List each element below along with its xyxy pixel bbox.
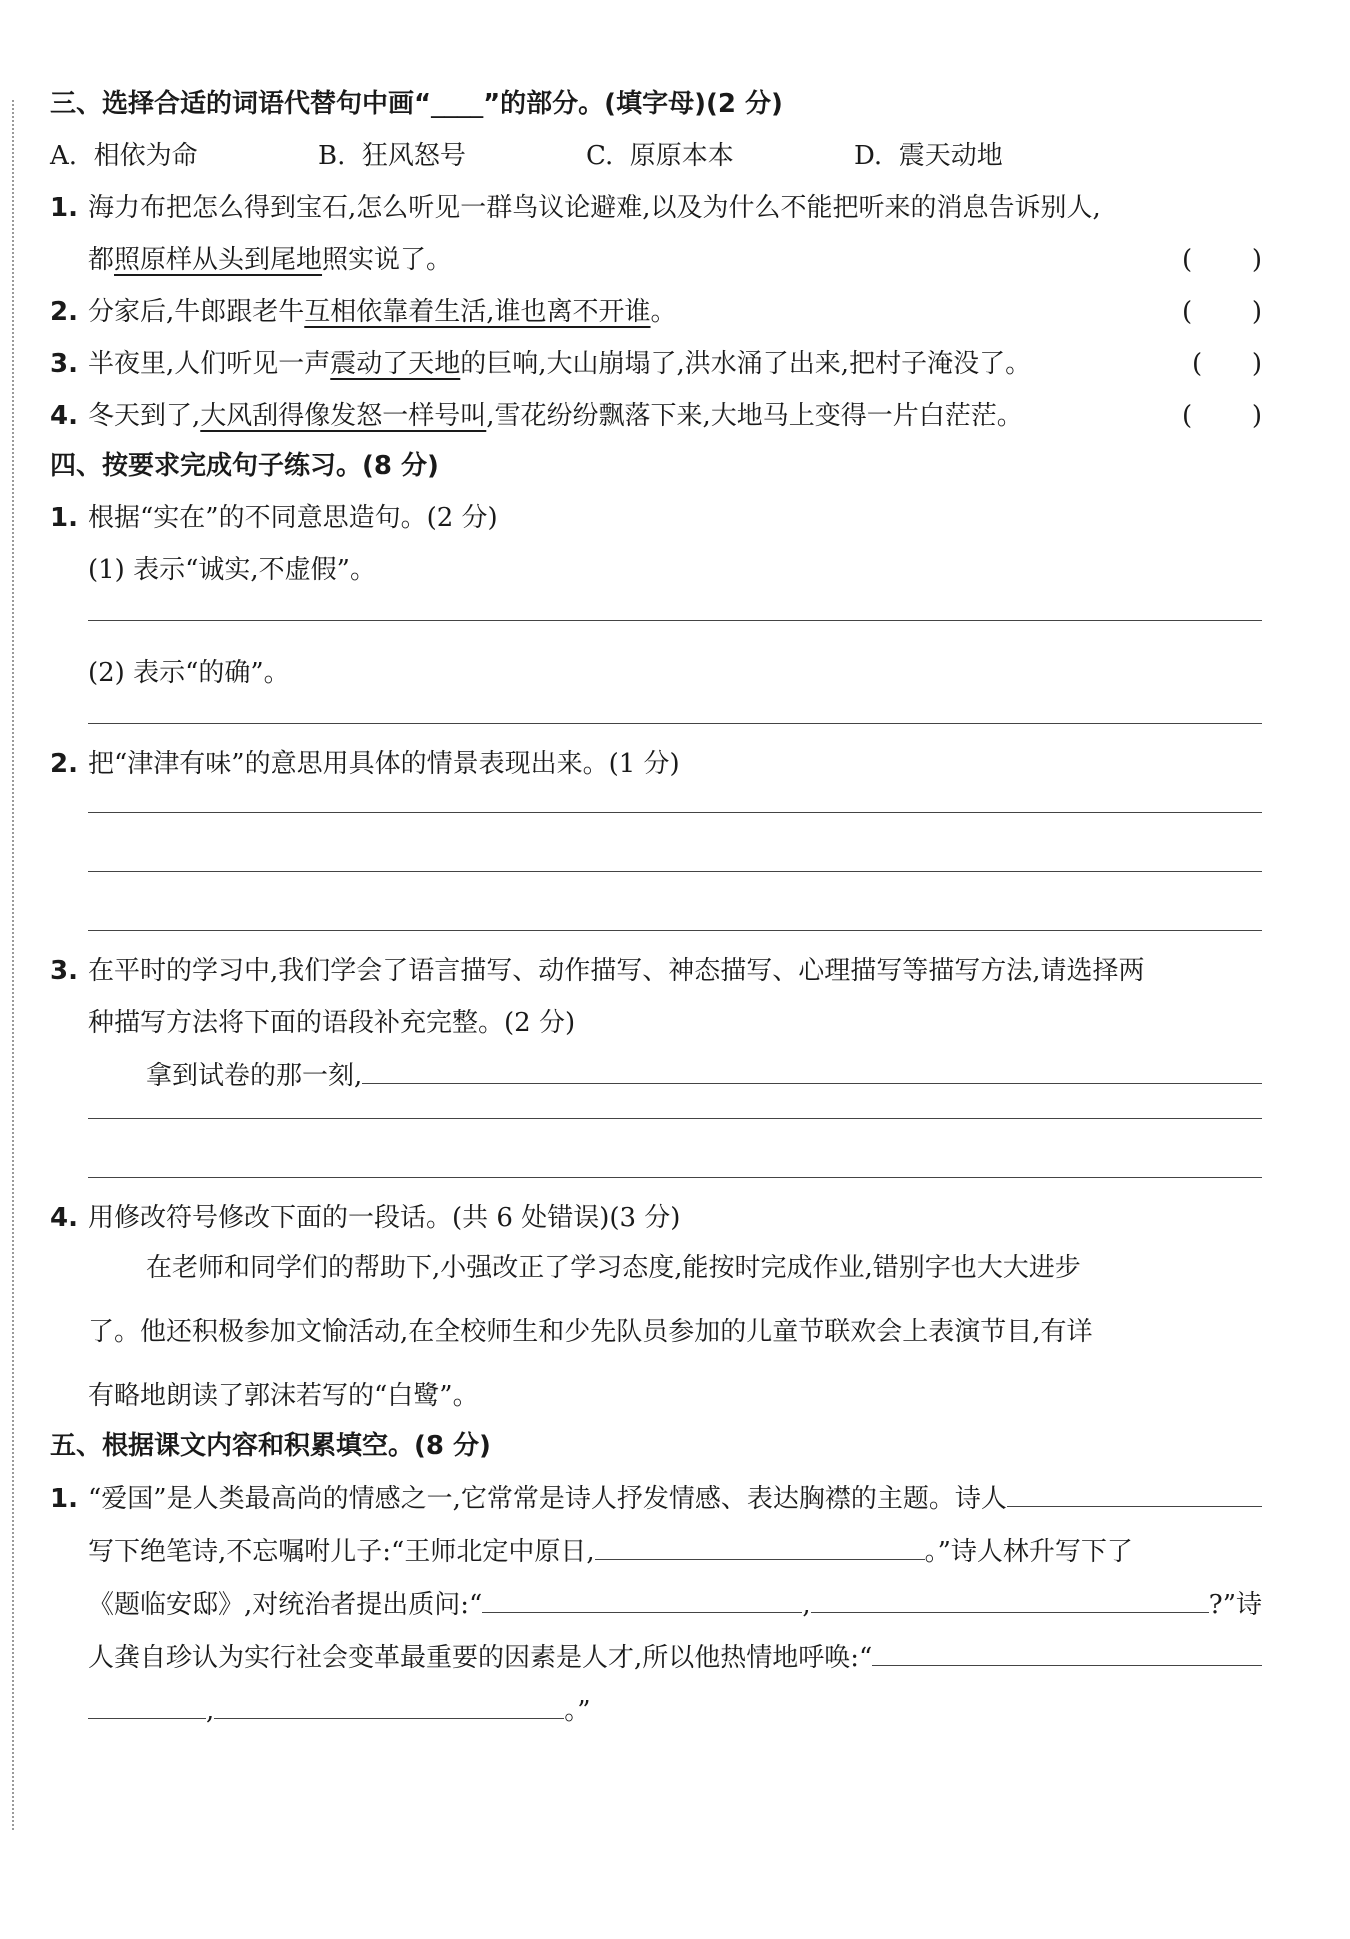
s4-q1-sub-2: (2) 表示“的确”。	[88, 658, 290, 688]
s4-question-1: 1. 根据“实在”的不同意思造句。(2 分)	[50, 503, 498, 533]
answer-blank[interactable]	[595, 1535, 925, 1560]
answer-line[interactable]	[88, 620, 1262, 621]
section-3-title: 三、选择合适的词语代替句中画“____”的部分。(填字母)(2 分)	[50, 89, 783, 119]
answer-line[interactable]	[88, 812, 1262, 813]
s3-question-3: 3. 半夜里,人们听见一声 震动了天地 的巨响,大山崩塌了,洪水涌了出来,把村子淹没了。 ( )	[50, 349, 1262, 379]
answer-blank[interactable]	[811, 1588, 1209, 1613]
s5-question-1-line-5: , 。”	[50, 1694, 1262, 1727]
option-b: B. 狂风怒号	[318, 141, 466, 171]
s4-question-3-lead: 拿到试卷的那一刻,	[50, 1059, 1262, 1092]
answer-blank[interactable]	[88, 1694, 206, 1719]
s5-question-1-line-1: 1. “爱国”是人类最高尚的情感之一,它常常是诗人抒发情感、表达胸襟的主题。诗人	[50, 1482, 1262, 1515]
word-options	[50, 140, 1262, 172]
worksheet-content	[50, 88, 1262, 1727]
option-c: C. 原原本本	[586, 141, 734, 171]
answer-blank[interactable]	[362, 1059, 1262, 1084]
s3-question-1-line-2: 都 照原样从头到尾地 照实说了。 ( )	[88, 245, 1262, 275]
answer-blank[interactable]	[482, 1588, 802, 1613]
s3-question-1-line-1: 1. 海力布把怎么得到宝石,怎么听见一群鸟议论避难,以及为什么不能把听来的消息告诉别人,	[50, 193, 1101, 223]
section-4-title: 四、按要求完成句子练习。(8 分)	[50, 451, 439, 481]
answer-paren-3[interactable]: ( )	[1192, 349, 1262, 379]
answer-line[interactable]	[88, 930, 1262, 931]
answer-paren-2[interactable]: ( )	[1182, 297, 1262, 327]
s4-question-3-line-2: 种描写方法将下面的语段补充完整。(2 分)	[88, 1008, 576, 1038]
answer-line[interactable]	[88, 723, 1262, 724]
option-a: A. 相依为命	[50, 141, 198, 171]
s4-q4-passage: 在老师和同学们的帮助下,小强改正了学习态度,能按时完成作业,错别字也大大进步 了。他还积极参加文愉活动,在全校师生和少先队员参加的儿童节联欢会上表演节目,有详 有略地朗读了郭沫若写的“白鹭”。	[88, 1253, 1093, 1411]
binding-margin-dotted-line	[12, 100, 14, 1830]
answer-paren-1[interactable]: ( )	[1182, 245, 1262, 275]
answer-blank[interactable]	[214, 1694, 564, 1719]
s4-question-3-line-1: 3. 在平时的学习中,我们学会了语言描写、动作描写、神态描写、心理描写等描写方法,请选择两	[50, 956, 1145, 986]
s5-question-1-line-4: 人龚自珍认为实行社会变革最重要的因素是人才,所以他热情地呼唤:“	[50, 1641, 1262, 1674]
answer-paren-4[interactable]: ( )	[1182, 401, 1262, 431]
answer-blank[interactable]	[872, 1641, 1262, 1666]
s5-question-1-line-3: 《题临安邸》,对统治者提出质问:“ , ?”诗	[88, 1590, 1262, 1620]
answer-line[interactable]	[88, 1118, 1262, 1119]
s3-question-4: 4. 冬天到了, 大风刮得像发怒一样号叫 ,雪花纷纷飘落下来,大地马上变得一片白茫茫。 ( )	[50, 401, 1262, 431]
answer-line[interactable]	[88, 871, 1262, 872]
s4-question-4: 4. 用修改符号修改下面的一段话。(共 6 处错误)(3 分)	[50, 1203, 681, 1233]
option-d: D. 震天动地	[854, 141, 1003, 171]
s5-question-1-line-2: 写下绝笔诗,不忘嘱咐儿子:“王师北定中原日, 。”诗人林升写下了	[88, 1537, 1133, 1567]
s4-question-2: 2. 把“津津有味”的意思用具体的情景表现出来。(1 分)	[50, 749, 680, 779]
s3-question-2: 2. 分家后,牛郎跟老牛 互相依靠着生活,谁也离不开谁 。 ( )	[50, 297, 1262, 327]
s4-q1-sub-1: (1) 表示“诚实,不虚假”。	[88, 555, 376, 585]
answer-blank[interactable]	[1007, 1482, 1262, 1507]
section-5-title: 五、根据课文内容和积累填空。(8 分)	[50, 1431, 491, 1461]
answer-line[interactable]	[88, 1177, 1262, 1178]
